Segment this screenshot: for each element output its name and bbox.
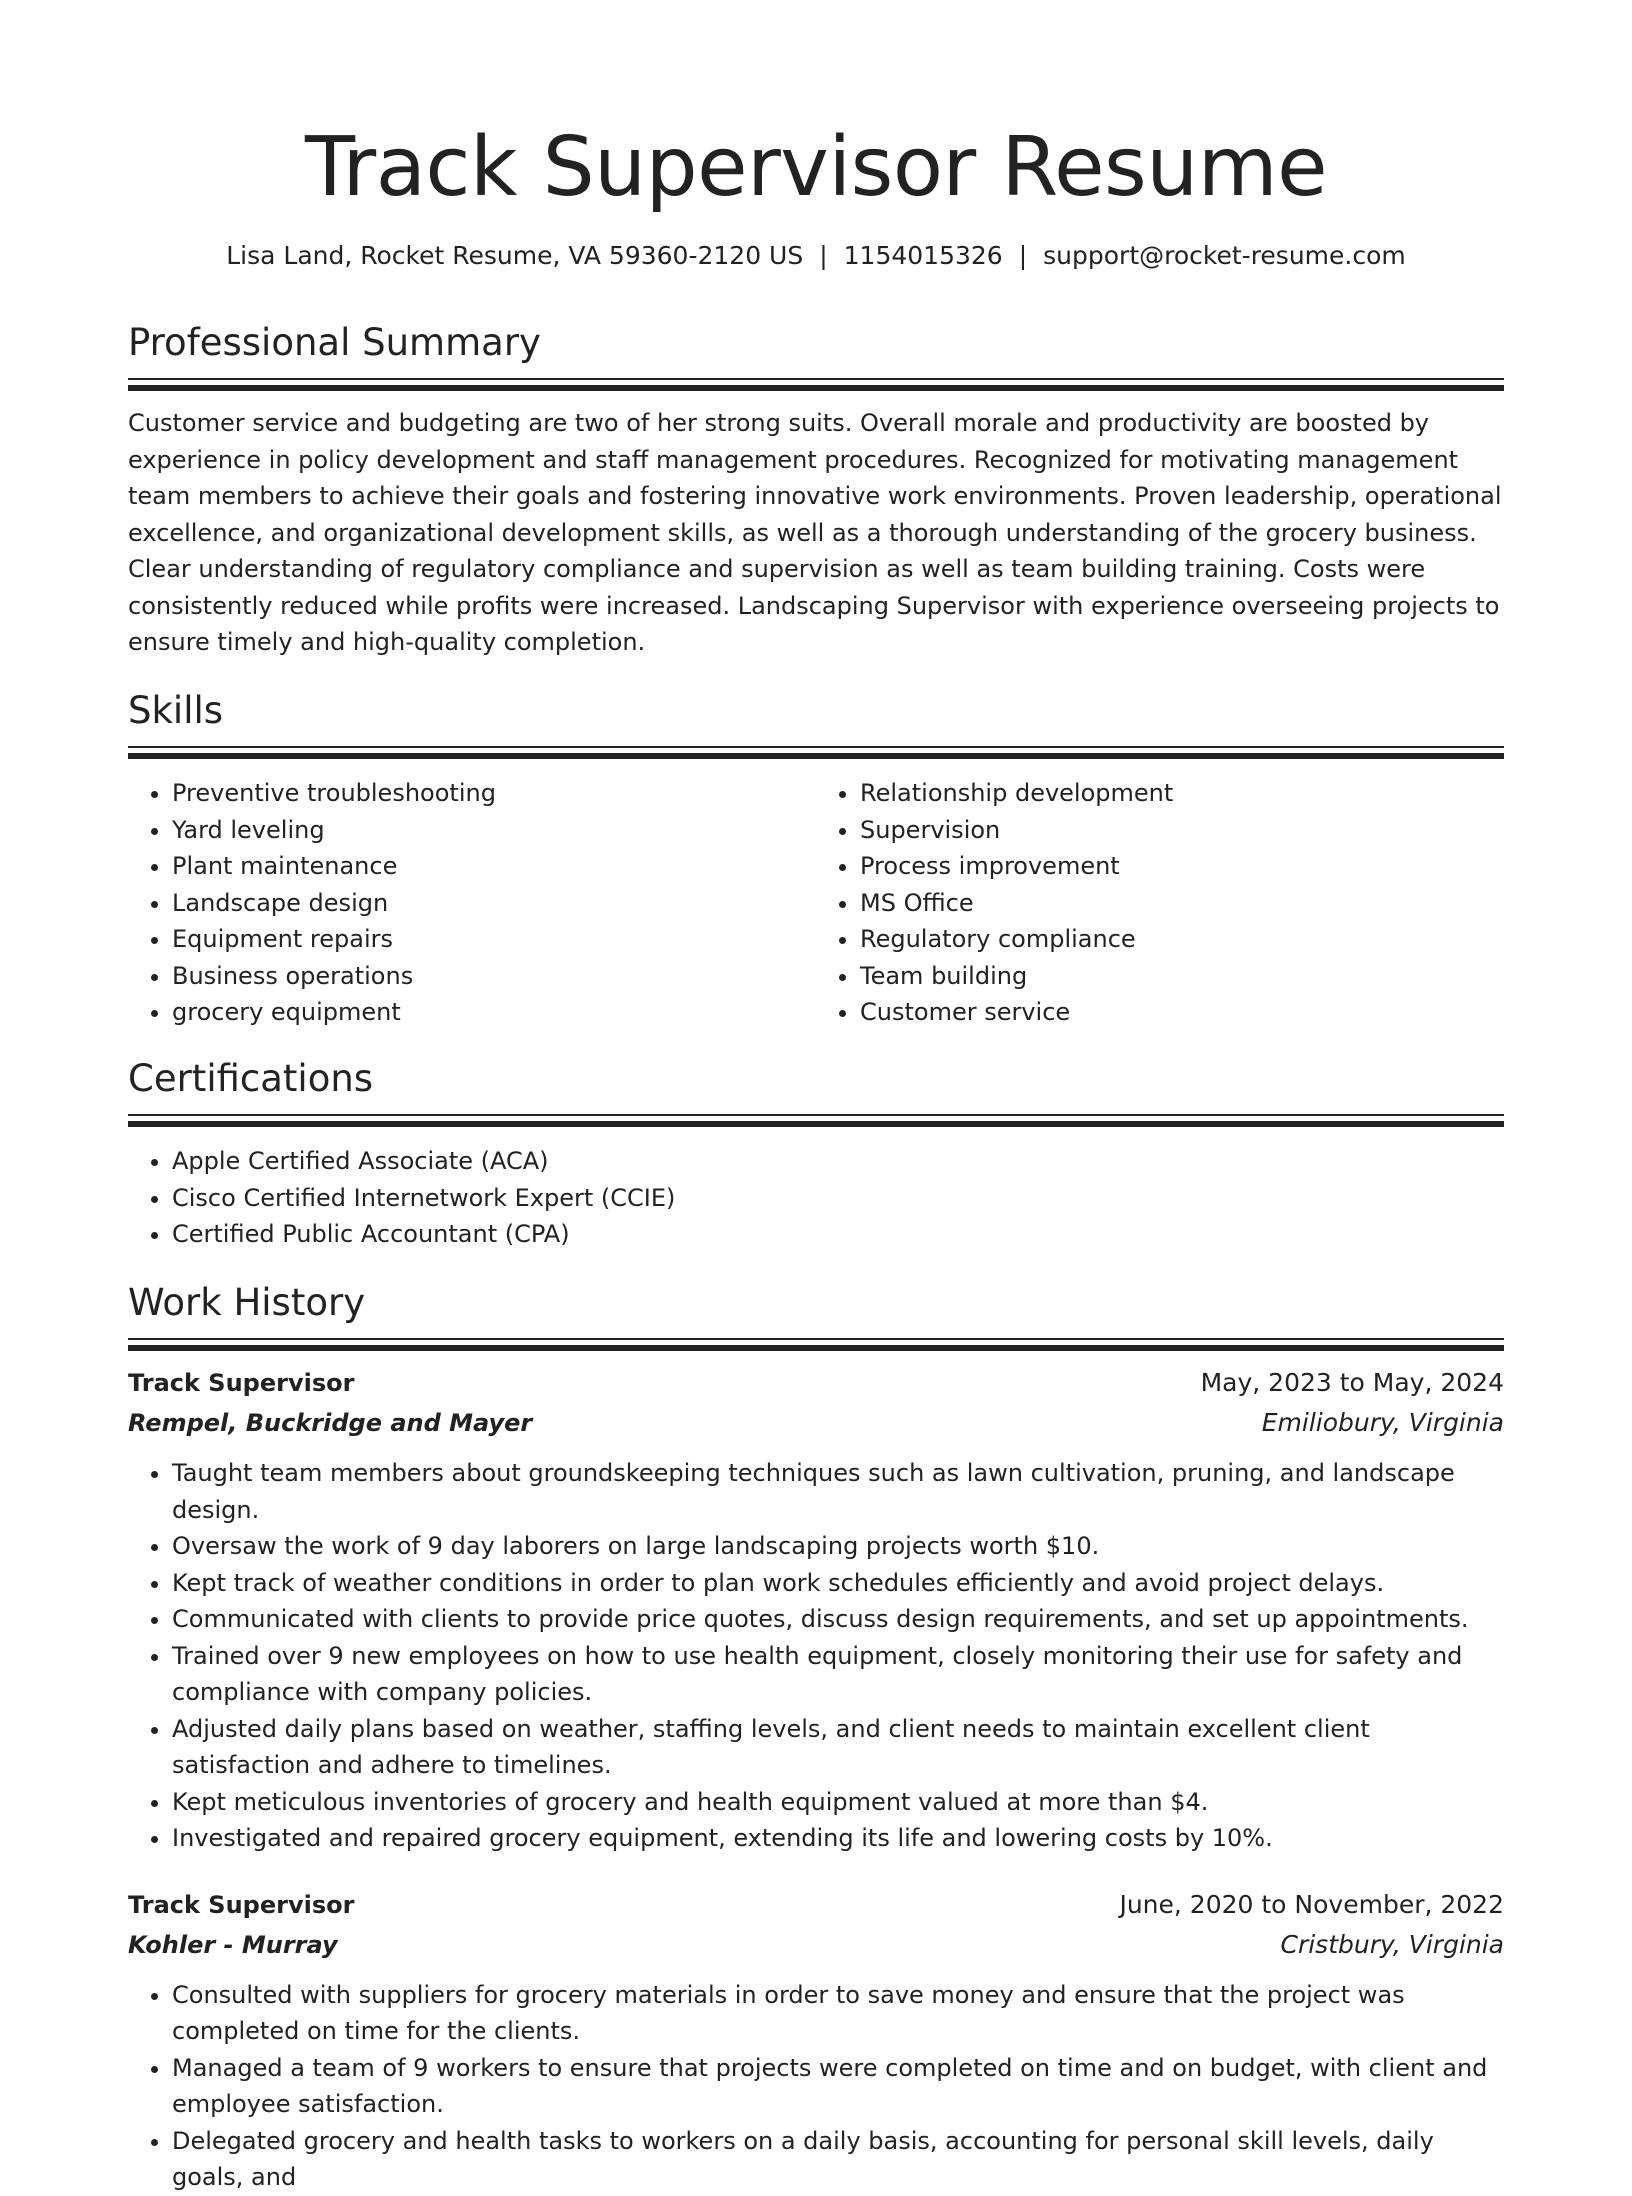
- job-duty: • Consulted with suppliers for grocery materials in order to save money and ensure that the project was completed on time for the clients.: [172, 1977, 1504, 2050]
- section-divider-thick: [128, 1345, 1504, 1351]
- contact-address: Lisa Land, Rocket Resume, VA 59360-2120 US: [226, 241, 804, 270]
- section-divider: [128, 1114, 1504, 1116]
- skill-item: • Preventive troubleshooting: [172, 775, 816, 812]
- section-divider-thick: [128, 753, 1504, 759]
- certifications-section: [128, 1054, 1504, 1253]
- certification-item: • Apple Certified Associate (ACA): [172, 1143, 1504, 1180]
- job-duty: • Communicated with clients to provide price quotes, discuss design requirements, and set up appointments.: [172, 1601, 1504, 1638]
- contact-line: [128, 238, 1504, 274]
- section-heading: Skills: [128, 689, 224, 732]
- skill-item: • Equipment repairs: [172, 921, 816, 958]
- section-divider: [128, 1338, 1504, 1340]
- certification-item: • Certified Public Accountant (CPA): [172, 1216, 1504, 1253]
- job-duty: • Trained over 9 new employees on how to use health equipment, closely monitoring their use for safety and compliance with company policies.: [172, 1638, 1504, 1711]
- skill-item: • Regulatory compliance: [860, 921, 1504, 958]
- section-divider-thick: [128, 1121, 1504, 1127]
- summary-section: [128, 318, 1504, 661]
- skills-list-left: [128, 775, 816, 1031]
- certifications-list: [128, 1143, 1504, 1253]
- skill-item: • Team building: [860, 958, 1504, 995]
- skills-columns: [128, 775, 1504, 1031]
- job-duty: • Delegated grocery and health tasks to workers on a daily basis, accounting for personal skill levels, daily goals, and: [172, 2123, 1504, 2196]
- job-entry: [128, 1885, 1504, 2196]
- section-heading: Professional Summary: [128, 321, 541, 364]
- job-duty: • Investigated and repaired grocery equipment, extending its life and lowering costs by 10%.: [172, 1820, 1504, 1857]
- section-divider: [128, 378, 1504, 380]
- job-duty: • Adjusted daily plans based on weather, staffing levels, and client needs to maintain excellent client satisfaction and adhere to timelines.: [172, 1711, 1504, 1784]
- contact-phone: 1154015326: [843, 241, 1003, 270]
- job-duties-list: [128, 1977, 1504, 2196]
- skills-list-right: [816, 775, 1504, 1031]
- skill-item: • grocery equipment: [172, 994, 816, 1031]
- job-dates: June, 2020 to November, 2022: [1119, 1889, 1504, 1919]
- job-entry: [128, 1363, 1504, 1857]
- contact-email[interactable]: support@rocket-resume.com: [1043, 241, 1406, 270]
- contact-separator: |: [1018, 241, 1028, 270]
- skill-item: • Supervision: [860, 812, 1504, 849]
- job-header: [128, 1363, 1504, 1403]
- section-heading: Work History: [128, 1281, 366, 1324]
- certification-item: • Cisco Certified Internetwork Expert (CCIE): [172, 1180, 1504, 1217]
- job-title: Track Supervisor: [128, 1369, 355, 1397]
- contact-separator: |: [819, 241, 828, 270]
- section-divider-thick: [128, 385, 1504, 391]
- skill-item: • Business operations: [172, 958, 816, 995]
- job-duty: • Kept meticulous inventories of grocery and health equipment valued at more than $4.: [172, 1784, 1504, 1821]
- job-location: Cristbury, Virginia: [1280, 1929, 1504, 1959]
- skill-item: • MS Office: [860, 885, 1504, 922]
- job-duty: • Taught team members about groundskeeping techniques such as lawn cultivation, pruning, and landscape design.: [172, 1455, 1504, 1528]
- job-company: Kohler - Murray: [128, 1930, 338, 1959]
- job-company: Rempel, Buckridge and Mayer: [128, 1409, 533, 1437]
- job-duty: • Oversaw the work of 9 day laborers on large landscaping projects worth $10.: [172, 1528, 1504, 1565]
- job-subheader: [128, 1403, 1504, 1443]
- job-duty: • Kept track of weather conditions in order to plan work schedules efficiently and avoid project delays.: [172, 1565, 1504, 1602]
- job-title: Track Supervisor: [128, 1890, 355, 1919]
- job-location: Emiliobury, Virginia: [1261, 1408, 1504, 1437]
- section-heading: Certifications: [128, 1057, 374, 1100]
- skill-item: • Relationship development: [860, 775, 1504, 812]
- skill-item: • Landscape design: [172, 885, 816, 922]
- skill-item: • Process improvement: [860, 848, 1504, 885]
- job-header: [128, 1885, 1504, 1925]
- summary-text: Customer service and budgeting are two of her strong suits. Overall morale and productivity are boosted by experience in policy development and staff management procedures. Recognized for motivating management team members to achieve their goals and fostering innovative work environments. Proven leadership, operational excellence, and organizational development skills, as well as a thorough understanding of the grocery business. Clear understanding of regulatory compliance and supervision as well as team building training. Costs were consistently reduced while profits were increased. Landscaping Supervisor with experience overseeing projects to ensure timely and high-quality completion.: [128, 409, 1502, 656]
- section-divider: [128, 746, 1504, 748]
- skill-item: • Customer service: [860, 994, 1504, 1031]
- job-duties-list: [128, 1455, 1504, 1857]
- page-title: Track Supervisor Resume: [304, 120, 1328, 215]
- skill-item: • Yard leveling: [172, 812, 816, 849]
- job-dates: May, 2023 to May, 2024: [1200, 1368, 1504, 1397]
- job-duty: • Managed a team of 9 workers to ensure that projects were completed on time and on budget, with client and employee satisfaction.: [172, 2050, 1504, 2123]
- skills-section: [128, 686, 1504, 1031]
- job-subheader: [128, 1925, 1504, 1965]
- skill-item: • Plant maintenance: [172, 848, 816, 885]
- work-history-section: [128, 1278, 1504, 2196]
